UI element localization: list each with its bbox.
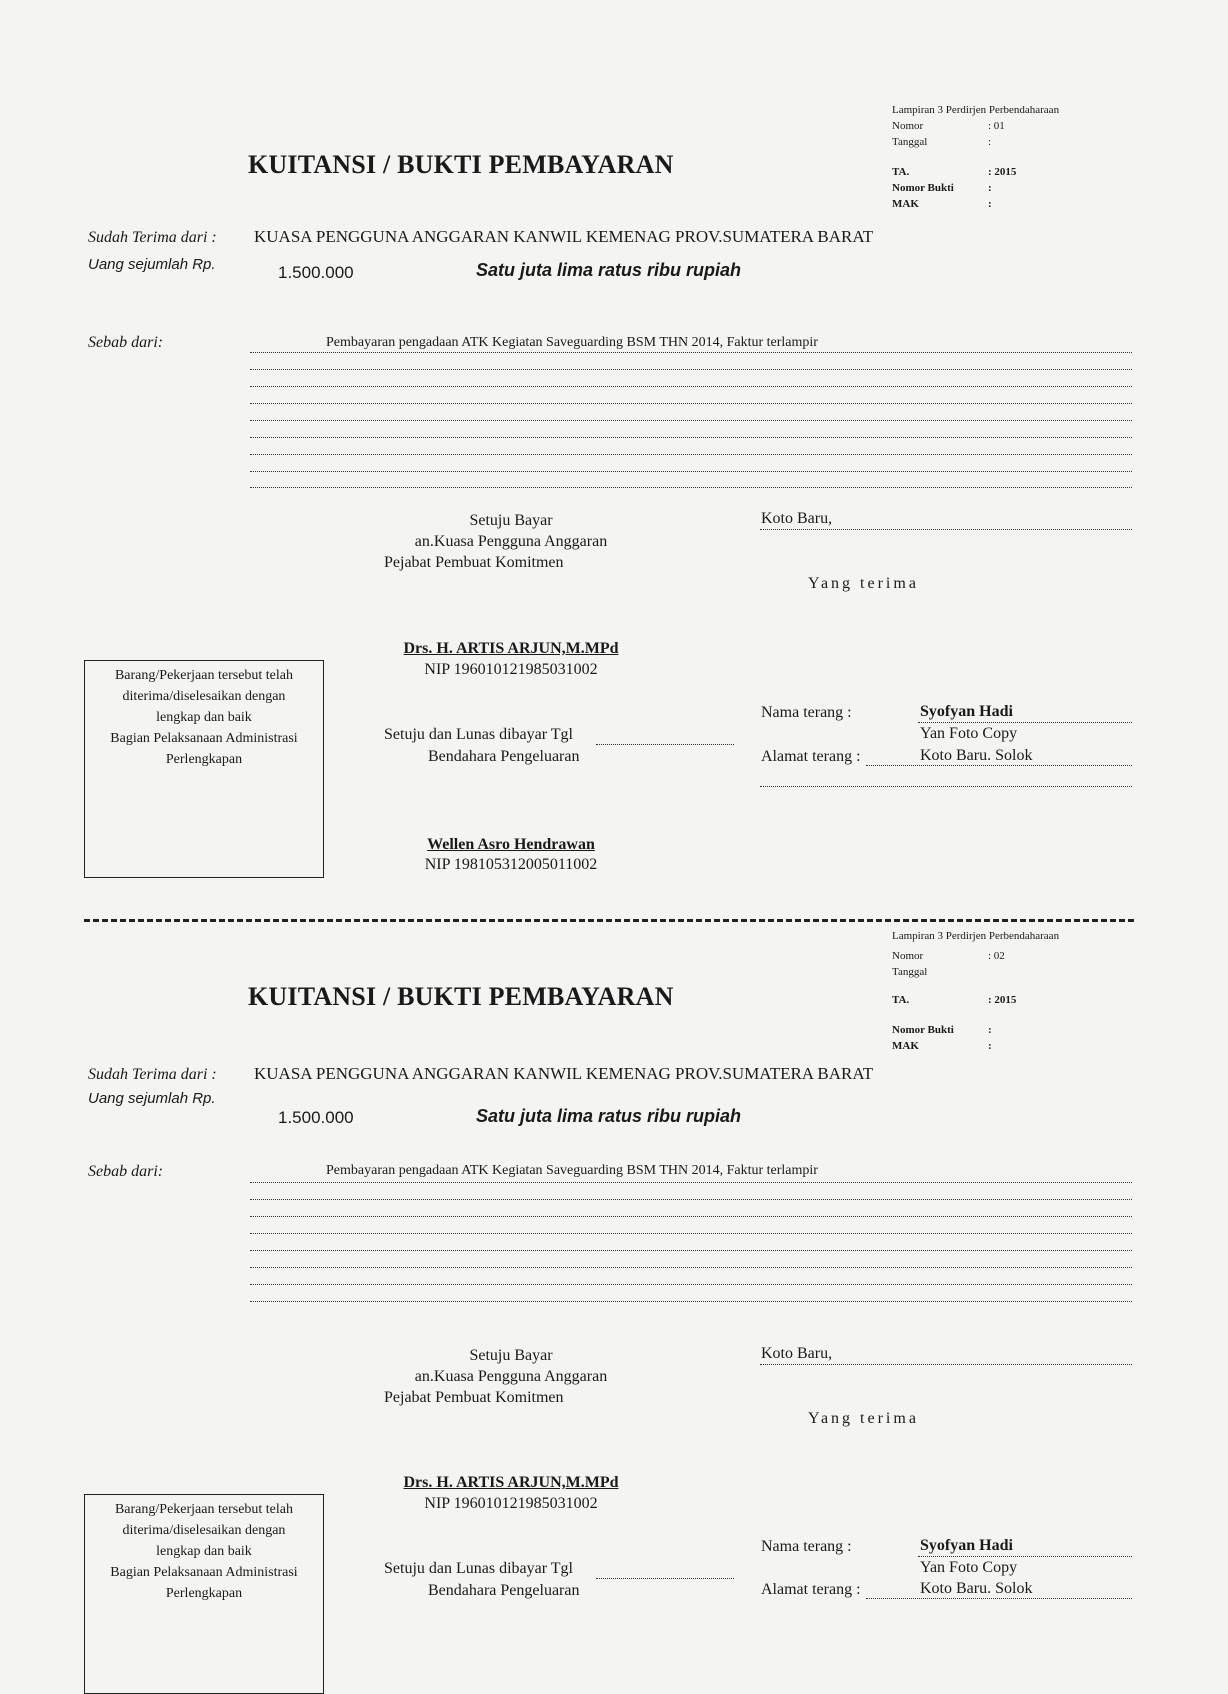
nomor-value: : 01 [988,120,1005,132]
address-line [866,765,1132,766]
receiver-company: Yan Foto Copy [920,1559,1018,1576]
reason-line [250,369,1132,370]
box-line: Barang/Pekerjaan tersebut telah [114,668,294,683]
place-label: Koto Baru, [761,510,833,527]
reason-line [250,437,1132,438]
amount-value: 1.500.000 [278,263,354,282]
amount-label: Uang sejumlah Rp. [88,256,216,273]
reason-line [250,420,1132,421]
nomor-label: Nomor [892,120,924,132]
ta-label: TA. [892,166,910,178]
meta-block [892,928,1059,944]
approve-line-1: Setuju Bayar [469,1347,553,1364]
nomor-bukti-label: Nomor Bukti [892,182,954,194]
address-line-2 [760,786,1132,787]
box-line: Perlengkapan [165,752,243,767]
place-label: Koto Baru, [761,1345,833,1362]
receiver-name: Syofyan Hadi [920,703,1013,720]
reason-line [250,1284,1132,1285]
reason-line [250,1199,1132,1200]
reason-line [250,1250,1132,1251]
address-label: Alamat terang : [761,748,861,765]
treasurer-title: Bendahara Pengeluaran [428,748,580,765]
amount-value: 1.500.000 [278,1108,354,1127]
receipt-2 [0,830,1228,1660]
reason-value: Pembayaran pengadaan ATK Kegiatan Saveguarding BSM THN 2014, Faktur terlampir [326,1163,818,1178]
receiver-title: Yang terima [808,575,919,592]
ta-value: : 2015 [988,994,1017,1006]
mak-value: : [988,1040,992,1052]
reason-line [250,403,1132,404]
ta-value: : 2015 [988,166,1017,178]
mak-label: MAK [892,1040,919,1052]
approval-block [380,1345,642,1408]
ppk-nip: NIP 196010121985031002 [424,1495,598,1512]
ppk-name: Drs. H. ARTIS ARJUN,M.MPd [403,640,619,657]
ppk-name: Drs. H. ARTIS ARJUN,M.MPd [403,1474,619,1491]
ta-block [892,992,1016,1008]
box-line: lengkap dan baik [156,1544,252,1559]
reason-line [250,1301,1132,1302]
receipt-title: KUITANSI / BUKTI PEMBAYARAN [248,150,674,179]
received-from-label: Sudah Terima dari : [88,229,217,246]
receiver-address: Koto Baru. Solok [920,747,1033,764]
receiver-title: Yang terima [808,1410,919,1427]
treasurer-name: Wellen Asro Hendrawan [427,836,595,853]
mak-value: : [988,198,992,210]
ppk-nip: NIP 196010121985031002 [424,661,598,678]
approve-line-2: an.Kuasa Pengguna Anggaran [414,533,608,550]
reason-line [250,487,1132,488]
meta-block-2 [892,164,1016,212]
receipt-title: KUITANSI / BUKTI PEMBAYARAN [248,982,674,1011]
box-line: Perlengkapan [165,1586,243,1601]
place-line [760,529,1132,530]
meta-block-2 [892,1022,992,1054]
box-line: diterima/diselesaikan dengan [122,1523,286,1538]
name-label: Nama terang : [761,704,852,721]
reason-line [250,1267,1132,1268]
paid-date-line [596,1578,734,1579]
received-from-value: KUASA PENGGUNA ANGGARAN KANWIL KEMENAG PROV.SUMATERA BARAT [254,227,874,246]
paid-date-line [596,744,734,745]
reason-line [250,1182,1132,1183]
amount-words: Satu juta lima ratus ribu rupiah [476,1106,742,1126]
paid-label: Setuju dan Lunas dibayar Tgl [384,1560,573,1577]
name-line [918,1556,1132,1557]
place-line [760,1364,1132,1365]
approve-line-3: Pejabat Pembuat Komitmen [384,554,564,571]
box-line: Bagian Pelaksanaan Administrasi [110,731,298,746]
nomor-bukti-value: : [988,1024,992,1036]
reason-line [250,454,1132,455]
reason-value: Pembayaran pengadaan ATK Kegiatan Saveguarding BSM THN 2014, Faktur terlampir [326,335,818,350]
reason-line [250,1216,1132,1217]
approve-line-1: Setuju Bayar [469,512,553,529]
tanggal-label: Tanggal [892,966,928,978]
nomor-label: Nomor [892,950,924,962]
goods-received-box [84,1494,324,1694]
box-line: Bagian Pelaksanaan Administrasi [110,1565,298,1580]
amount-label: Uang sejumlah Rp. [88,1090,216,1107]
receiver-name: Syofyan Hadi [920,1537,1013,1554]
meta-block [892,102,1059,150]
reason-line [250,352,1132,353]
regulation-ref: Lampiran 3 Perdirjen Perbendaharaan [892,930,1060,942]
reason-line [250,386,1132,387]
ta-label: TA. [892,994,910,1006]
received-from-value: KUASA PENGGUNA ANGGARAN KANWIL KEMENAG PROV.SUMATERA BARAT [254,1064,874,1083]
reason-line [250,471,1132,472]
nomor-value: : 02 [988,950,1005,962]
name-line [918,722,1132,723]
amount-words: Satu juta lima ratus ribu rupiah [476,260,742,280]
treasurer-nip: NIP 198105312005011002 [424,856,598,873]
name-label: Nama terang : [761,1538,852,1555]
mak-label: MAK [892,198,919,210]
received-from-label: Sudah Terima dari : [88,1066,217,1083]
approve-line-3: Pejabat Pembuat Komitmen [384,1389,564,1406]
paid-label: Setuju dan Lunas dibayar Tgl [384,726,573,743]
approve-line-2: an.Kuasa Pengguna Anggaran [414,1368,608,1385]
nomor-bukti-label: Nomor Bukti [892,1024,954,1036]
box-line: diterima/diselesaikan dengan [122,689,286,704]
tanggal-value: : [988,136,992,148]
receiver-company: Yan Foto Copy [920,725,1018,742]
reason-line [250,1233,1132,1234]
address-label: Alamat terang : [761,1581,861,1598]
regulation-ref: Lampiran 3 Perdirjen Perbendaharaan [892,104,1060,116]
approval-block [380,510,642,573]
treasurer-title: Bendahara Pengeluaran [428,1582,580,1599]
meta-block-1b [892,948,1005,980]
address-line [866,1598,1132,1599]
nomor-bukti-value: : [988,182,992,194]
receiver-address: Koto Baru. Solok [920,1580,1033,1597]
box-line: lengkap dan baik [156,710,252,725]
reason-label: Sebab dari: [88,1163,164,1180]
box-line: Barang/Pekerjaan tersebut telah [114,1502,294,1517]
reason-label: Sebab dari: [88,334,164,351]
tanggal-label: Tanggal [892,136,928,148]
